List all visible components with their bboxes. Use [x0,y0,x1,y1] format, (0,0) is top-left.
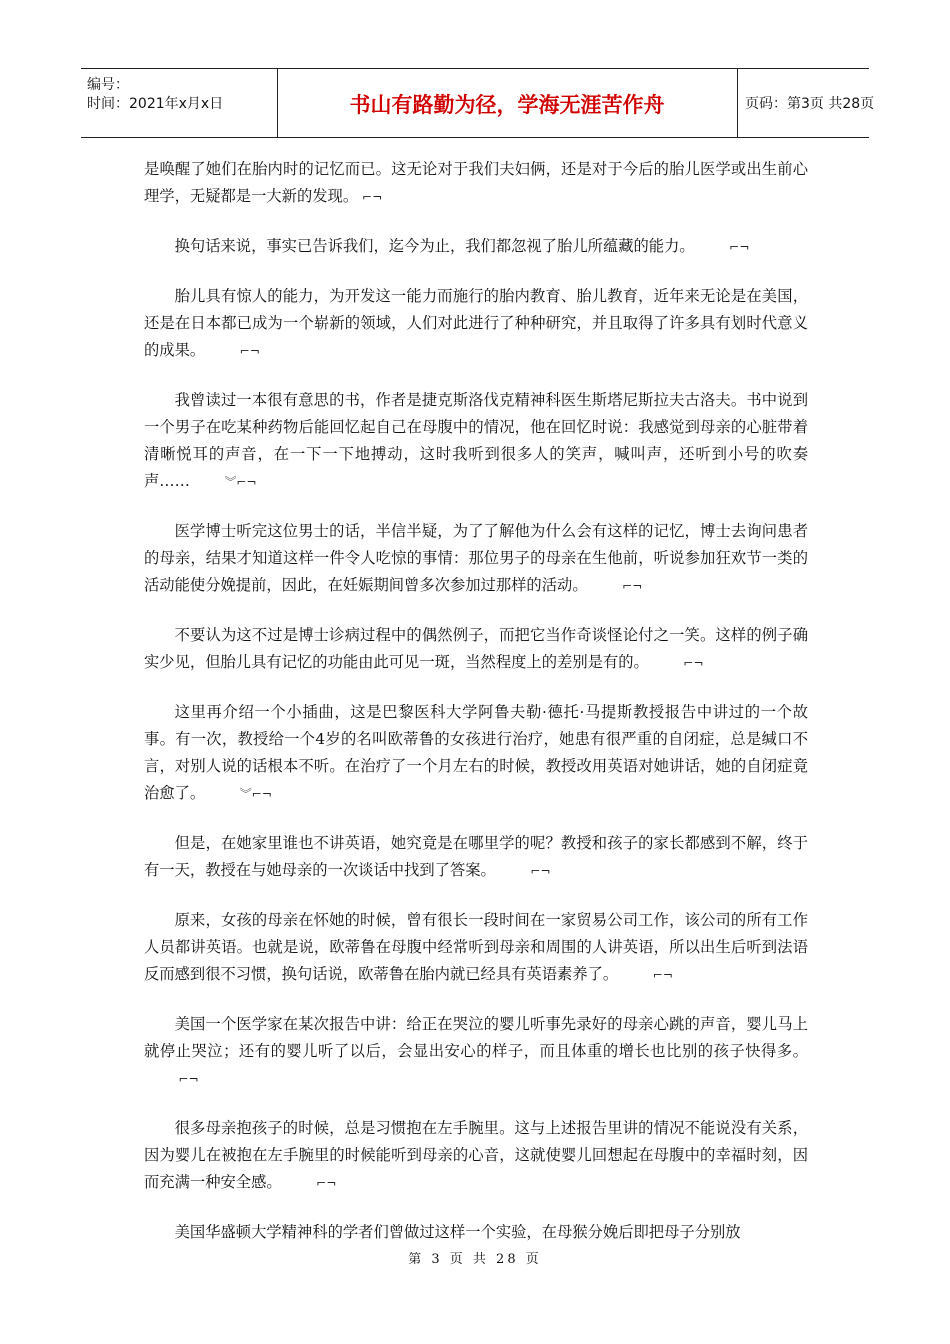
paragraph-text: 换句话来说，事实已告诉我们，迄今为止，我们都忽视了胎儿所蕴藏的能力。 [174,237,695,255]
paragraph-mark-icon: ︾⌐¬ [239,787,272,801]
paragraph-mark-icon: ⌐¬ [729,240,750,254]
document-body [144,156,808,1268]
paragraph-mark-icon: ⌐¬ [652,968,673,982]
paragraph [144,283,808,365]
paragraph-text: 胎儿具有惊人的能力，为开发这一能力而施行的胎内教育、胎儿教育，近年来无论是在美国，还是在日本都已成为一个崭新的领域，人们对此进行了种种研究，并且取得了许多具有划时代意义的成果。 [144,287,808,359]
paragraph-mark-icon: ⌐¬ [239,344,260,358]
paragraph [144,1115,808,1197]
paragraph [144,1219,808,1246]
page-footer: 第 3 页 共 28 页 [408,1252,542,1267]
paragraph-text: 医学博士听完这位男士的话，半信半疑，为了了解他为什么会有这样的记忆，博士去询问患者的母亲，结果才知道这样一件令人吃惊的事情：那位男子的母亲在生他前，听说参加狂欢节一类的活动能使分娩提前，因此，在妊娠期间曾多次参加过那样的活动。 [144,522,808,594]
paragraph [144,622,808,677]
paragraph [144,907,808,989]
paragraph-text: 美国一个医学家在某次报告中讲：给正在哭泣的婴儿听事先录好的母亲心跳的声音，婴儿马上就停止哭泣；还有的婴儿听了以后，会显出安心的样子，而且体重的增长也比别的孩子快得多。 [144,1015,808,1060]
page-header [81,68,875,138]
doc-date-label: 时间：2021年x月x日 [87,96,224,112]
paragraph [144,518,808,600]
paragraph-text: 美国华盛顿大学精神科的学者们曾做过这样一个实验，在母猴分娩后即把母子分别放 [174,1223,741,1241]
paragraph-text: 原来，女孩的母亲在怀她的时候，曾有很长一段时间在一家贸易公司工作，该公司的所有工作人员都讲英语。也就是说，欧蒂鲁在母腹中经常听到母亲和周围的人讲英语，所以出生后听到法语反而感到很不习惯，换句话说，欧蒂鲁在胎内就已经具有英语素养了。 [144,911,808,983]
paragraph-text: 我曾读过一本很有意思的书，作者是捷克斯洛伐克精神科医生斯塔尼斯拉夫古洛夫。书中说到一个男子在吃某种药物后能回忆起自己在母腹中的情况，他在回忆时说：我感觉到母亲的心脏带着清晰悦耳的声音，在一下一下地搏动，这时我听到很多人的笑声，喊叫声，还听到小号的吹奏声…… [144,391,808,490]
header-meta-cell [81,69,278,137]
paragraph-mark-icon: ⌐¬ [362,190,383,204]
paragraph [144,387,808,496]
paragraph [144,830,808,885]
header-page-cell [737,69,875,137]
paragraph [144,699,808,808]
motto-text: 书山有路勤为径，学海无涯苦作舟 [349,93,665,117]
paragraph [144,233,808,261]
paragraph-mark-icon: ⌐¬ [622,579,643,593]
page-code: 页码：第3页 共28页 [745,96,875,112]
paragraph-text: 不要认为这不过是博士诊病过程中的偶然例子，而把它当作奇谈怪论付之一笑。这样的例子确实少见，但胎儿具有记忆的功能由此可见一斑，当然程度上的差别是有的。 [144,626,808,671]
paragraph [144,156,808,211]
paragraph-mark-icon: ⌐¬ [316,1176,337,1190]
paragraph-text: 很多母亲抱孩子的时候，总是习惯抱在左手腕里。这与上述报告里讲的情况不能说没有关系，因为婴儿在被抱在左手腕里的时候能听到母亲的心音，这就使婴儿回想起在母腹中的幸福时刻，因而充满一种安全感。 [144,1119,808,1191]
paragraph-text: 这里再介绍一个小插曲，这是巴黎医科大学阿鲁夫勒·德托·马提斯教授报告中讲过的一个故事。有一次，教授给一个4岁的名叫欧蒂鲁的女孩进行治疗，她患有很严重的自闭症，总是缄口不言，对别人说的话根本不听。在治疗了一个月左右的时候，教授改用英语对她讲话，她的自闭症竟治愈了。 [144,703,808,802]
doc-number-label: 编号： [87,77,129,93]
paragraph [144,1011,808,1093]
header-motto-cell [277,69,738,137]
paragraph-text: 是唤醒了她们在胎内时的记忆而已。这无论对于我们夫妇俩，还是对于今后的胎儿医学或出生前心理学，无疑都是一大新的发现。 [144,160,808,205]
paragraph-mark-icon: ⌐¬ [683,656,704,670]
paragraph-mark-icon: ︾⌐¬ [224,475,257,489]
paragraph-text: 但是，在她家里谁也不讲英语，她究竟是在哪里学的呢？教授和孩子的家长都感到不解，终于有一天，教授在与她母亲的一次谈话中找到了答案。 [144,834,808,879]
paragraph-mark-icon: ⌐¬ [530,864,551,878]
paragraph-mark-icon: ⌐¬ [178,1072,199,1086]
